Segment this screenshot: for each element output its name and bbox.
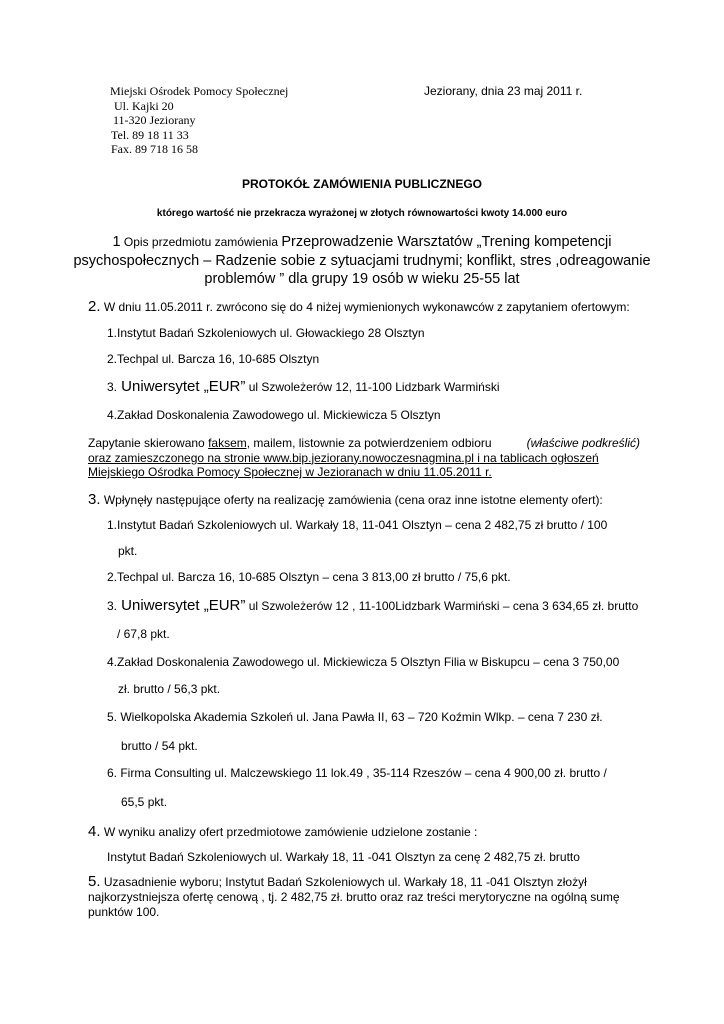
section-1-intro: Opis przedmiotu zamówienia: [120, 235, 282, 249]
section-2-text: W dniu 11.05.2011 r. zwrócono się do 4 niżej wymienionych wykonawców z zapytaniem ofertowym:: [100, 300, 630, 314]
contractor-3: 3. Uniwersytet „EUR” ul Szwoleżerów 12, 11-100 Lidzbark Warmiński: [107, 378, 500, 395]
inquiry-line-3: Miejskiego Ośrodka Pomocy Społecznej w Jezioranach w dniu 11.05.2011 r.: [88, 465, 492, 479]
inquiry-paragraph: [88, 436, 640, 480]
offer-6-line-2: 65,5 pkt.: [121, 795, 168, 809]
section-2-heading: [88, 298, 630, 315]
org-name: Miejski Ośrodek Pomocy Społecznej: [110, 84, 289, 98]
section-1-number: 1: [112, 234, 121, 250]
contractor-1: 1.Instytut Badań Szkoleniowych ul. Głowackiego 28 Olsztyn: [107, 326, 425, 340]
offer-4-line-1: 4.Zakład Doskonalenia Zawodowego ul. Mickiewicza 5 Olsztyn Filia w Biskupcu – cena 3 750,00: [107, 655, 620, 669]
section-4-heading: [88, 823, 477, 840]
underlined-fax: faksem,: [208, 436, 251, 450]
place-date: Jeziorany, dnia 23 maj 2011 r.: [424, 84, 583, 98]
offer-5-line-2: brutto / 54 pkt.: [121, 739, 198, 753]
inquiry-line-1: Zapytanie skierowano faksem, mailem, listownie za potwierdzeniem odbioru (właściwe podkreślić): [88, 436, 640, 450]
contractor-3-name: Uniwersytet „EUR”: [117, 378, 246, 395]
org-phone: Tel. 89 18 11 33: [111, 127, 189, 142]
inquiry-line-2: oraz zamieszczonego na stronie www.bip.jeziorany.nowoczesnagmina.pl i na tablicach ogłoszeń: [88, 450, 599, 465]
org-street: Ul. Kajki 20: [114, 98, 174, 113]
section-3-text: Wpłynęły następujące oferty na realizację zamówienia (cena oraz inne istotne elementy ofert):: [100, 493, 603, 507]
org-postcode: 11-320 Jeziorany: [113, 113, 196, 127]
offer-2: 2.Techpal ul. Barcza 16, 10-685 Olsztyn – cena 3 813,00 zł brutto / 75,6 pkt.: [107, 570, 511, 584]
section-5-line-1: 5. Uzasadnienie wyboru; Instytut Badań Szkoleniowych ul. Warkały 18, 11 -041 Olsztyn złożył: [88, 873, 587, 890]
section-1-subject: Przeprowadzenie Warsztatów „Trening kompetencji: [281, 234, 612, 250]
section-1-line-1: [0, 233, 724, 252]
contractor-4: 4.Zakład Doskonalenia Zawodowego ul. Mickiewicza 5 Olsztyn: [107, 408, 441, 422]
section-5-number: 5.: [88, 873, 101, 890]
contractor-2: 2.Techpal ul. Barcza 16, 10-685 Olsztyn: [107, 352, 320, 366]
section-5: [88, 874, 620, 920]
underline-instruction: (właściwe podkreślić): [526, 436, 640, 450]
offer-1-line-2: pkt.: [118, 544, 138, 558]
section-1: [0, 233, 724, 289]
offer-4-line-2: zł. brutto / 56,3 pkt.: [118, 682, 221, 696]
section-4-text: W wyniku analizy ofert przedmiotowe zamówienie udzielone zostanie :: [100, 825, 478, 839]
offer-6-line-1: 6. Firma Consulting ul. Malczewskiego 11 lok.49 , 35-114 Rzeszów – cena 4 900,00 zł. brutto /: [107, 766, 607, 780]
offer-5-line-1: 5. Wielkopolska Akademia Szkoleń ul. Jana Pawła II, 63 – 720 Koźmin Wlkp. – cena 7 230 zł.: [107, 710, 603, 724]
section-5-line-3: punktów 100.: [88, 905, 160, 919]
section-3-heading: [88, 491, 603, 508]
document-subtitle: którego wartość nie przekracza wyrażonej w złotych równowartości kwoty 14.000 euro: [156, 208, 568, 219]
award-line: Instytut Badań Szkoleniowych ul. Warkały 18, 11 -041 Olsztyn za cenę 2 482,75 zł. brutto: [107, 850, 580, 864]
org-fax: Fax. 89 718 16 58: [111, 142, 198, 156]
section-1-line-2: psychospołecznych – Radzenie sobie z sytuacjami trudnymi; konflikt, stres ,odreagowanie: [73, 252, 651, 269]
offer-3-line-1: 3. Uniwersytet „EUR” ul Szwoleżerów 12 , 11-100Lidzbark Warmiński – cena 3 634,65 zł. brutto: [107, 597, 639, 614]
offer-3-name: Uniwersytet „EUR”: [117, 597, 246, 614]
org-address: [110, 84, 288, 157]
section-2-number: 2.: [88, 298, 101, 315]
offer-1-line-1: 1.Instytut Badań Szkoleniowych ul. Warkały 18, 11-041 Olsztyn – cena 2 482,75 zł brutto / 100: [107, 518, 608, 532]
document-title: PROTOKÓŁ ZAMÓWIENIA PUBLICZNEGO: [242, 177, 482, 191]
section-5-line-2: najkorzystniejsza ofertę cenową , tj. 2 482,75 zł. brutto oraz raz treści merytoryczne na ogólną sumę: [88, 890, 620, 904]
section-1-line-3: problemów ” dla grupy 19 osób w wieku 25-55 lat: [204, 271, 520, 287]
section-3-number: 3.: [88, 491, 101, 508]
offer-3-line-2: / 67,8 pkt.: [117, 627, 170, 641]
section-4-number: 4.: [88, 823, 101, 840]
